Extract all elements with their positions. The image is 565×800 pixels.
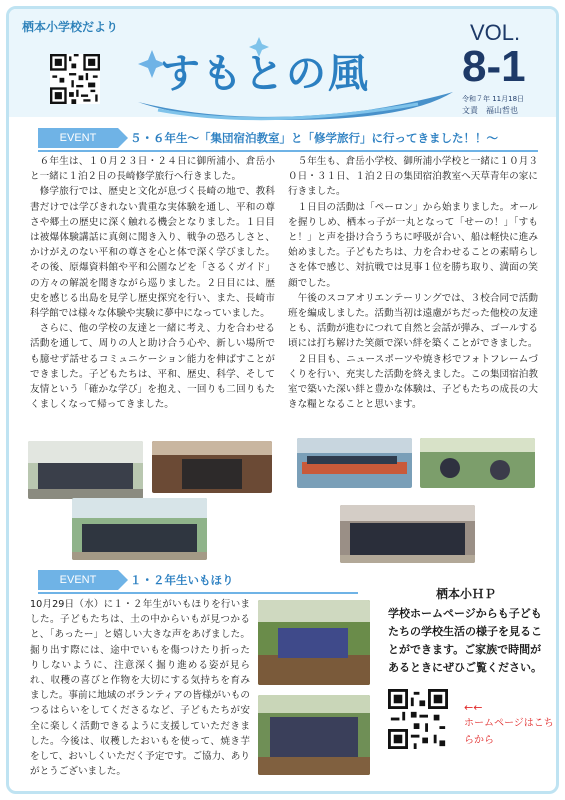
editor-name: 文責 福山哲也 bbox=[462, 106, 518, 115]
event-tag: EVENT bbox=[38, 128, 118, 148]
homepage-description: 学校ホームページからも子どもたちの学校生活の様子を見ることができます。ご家族で時間があるときにぜひご覧ください。 bbox=[388, 607, 542, 674]
photo-group-indoor bbox=[340, 505, 475, 563]
homepage-title: 栖本小ＨＰ bbox=[435, 587, 496, 601]
school-newsletter-label: 栖本小学校だより bbox=[22, 20, 119, 34]
section1-left-column bbox=[30, 154, 275, 412]
photo-group-at-park bbox=[72, 498, 207, 560]
paragraph: 10月29日（水）に１・２年生がいもほりを行いました。子どもたちは、土の中からいもが見つかると、「あったー」と嬉しい大きな声をあげました。掘り出す際には、途中でいもを傷つけたり折ったりしないように、注意深く掘り進める姿が見られ、収穫の喜びと作物を大切にする気持ちを育みました。事前に地域のボランティアの皆様がいものつるはらいをしてくださるなど、子どもたちが安全に楽しく活動できるように支援していただきました。今後は、収穫したおいもを使って、焼き芋をして、おいしくいただく予定です。ご協力、ありがとうございました。 bbox=[30, 599, 250, 778]
paragraph: ５年生も、倉岳小学校、御所浦小学校と一緒に１０月３０日・３１日、１泊２日の集団宿泊教室へ天草青年の家に行きました。 bbox=[288, 156, 538, 198]
section2-column bbox=[30, 597, 250, 779]
paragraph: １日目の活動は「ペーロン」から始まりました。オールを握りしめ、栖本っ子が一丸となって「せーの！」「すもと！」と声を掛け合ううちに呼吸が合い、船は軽快に進み始めました。子どもたちは、力を合わせることの素晴らしさを体で感じ、対抗戦では見事１位を勝ち取り、満面の笑顔でした。 bbox=[288, 201, 538, 289]
homepage-qr-code-icon[interactable] bbox=[388, 689, 448, 749]
paragraph: ２日目も、ニュースポーツや焼き杉でフォトフレームづくりを行い、充実した活動を終えました。この集団宿泊教室で築いた深い絆と豊かな体験は、子どもたちの成長の大きな糧となることと思います。 bbox=[288, 353, 538, 411]
section1-divider bbox=[38, 150, 538, 152]
arrow-left-icon: ←← bbox=[464, 701, 483, 714]
paragraph: 午後のスコアオリエンテーリングでは、３校合同で活動班を編成しました。活動当初は遠慮がちだった他校の友達とも、活動が進むにつれて自然と会話が弾み、ゴールする頃には打ち解けた笑顔で深い絆を築くことができました。 bbox=[288, 292, 538, 350]
paragraph: 修学旅行では、歴史と文化が息づく長崎の地で、教科書だけでは学びきれない貴重な実体験を通し、平和の尊さや郷土の歴史に深く触れる機会となりました。１日目は被爆体験講話に真剣に聞き入り、戦争の恐ろしさと、かけがえのない平和の尊さを心と体で深く学びました。その後、原爆資料館や平和公園などを「さるくガイド」の方々の解説を聞きながら巡りました。２日目には、歴史を感じる出島を見学し歴史探究を行い、また、長崎市科学館では様々な体験や実験に夢中になっていました。 bbox=[30, 186, 275, 320]
paragraph: ６年生は、１０月２３日・２４日に御所浦小、倉岳小と一緒に１泊２日の長崎修学旅行へ行きました。 bbox=[30, 156, 275, 183]
photo-outdoor-activity bbox=[420, 438, 535, 488]
photo-potato-digging-field bbox=[258, 600, 370, 685]
event-tag: EVENT bbox=[38, 570, 118, 590]
section2-headline: １・２年生いもほり bbox=[130, 573, 234, 587]
section1-headline: ５・６年生～「集団宿泊教室」と「修学旅行」に行ってきました！！～ bbox=[130, 131, 498, 145]
volume-label: VOL. bbox=[470, 20, 521, 45]
issue-date: 令和７年 11月18日 bbox=[462, 95, 525, 103]
newsletter-title: すもとの風 bbox=[160, 50, 370, 97]
photo-peron-boat bbox=[297, 438, 412, 488]
qr-code-icon[interactable] bbox=[50, 54, 100, 104]
paragraph: さらに、他の学校の友達と一緒に考え、力を合わせる活動を通して、周りの人と助け合う心や、新しい場所でも臆せず話せるコミュニケーション能力を伸ばすことができました。子どもたちは、平和、歴史、科学、そして友情という「確かな学び」を抱え、一回りも二回りもたくましくなって帰ってきました。 bbox=[30, 323, 275, 411]
section2-divider bbox=[38, 592, 358, 594]
section1-right-column bbox=[288, 154, 538, 412]
issue-number: 8-1 bbox=[462, 42, 526, 91]
homepage-link[interactable]: ホームページはこちらから bbox=[464, 718, 554, 746]
photo-lecture-hall bbox=[152, 441, 272, 493]
photo-potato-digging-group bbox=[258, 695, 370, 775]
homepage-info-box bbox=[376, 577, 556, 792]
photo-group-in-city bbox=[28, 441, 143, 499]
